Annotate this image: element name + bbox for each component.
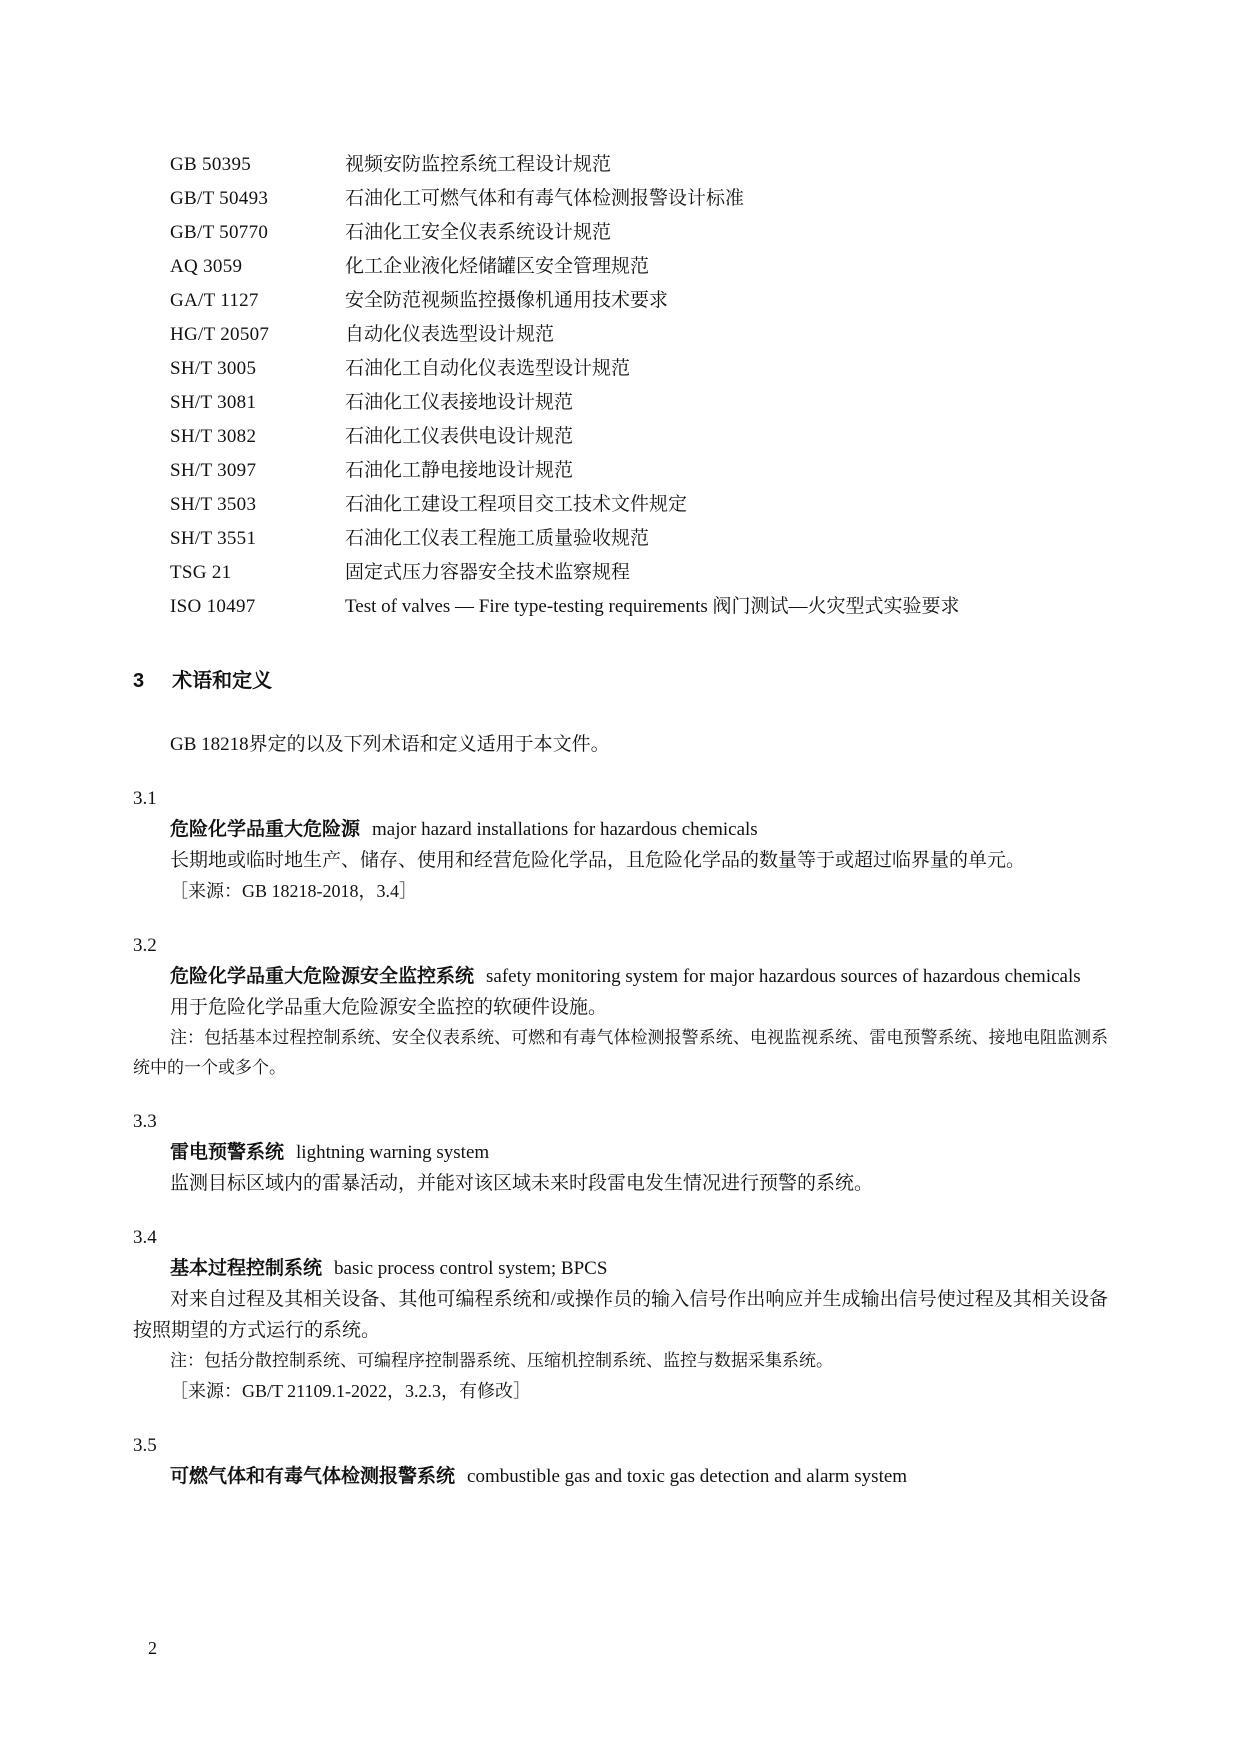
reference-title: 石油化工安全仪表系统设计规范 xyxy=(345,222,612,243)
reference-code: SH/T 3503 xyxy=(170,494,257,515)
normative-reference-list xyxy=(133,148,1108,624)
term-en: lightning warning system xyxy=(296,1142,490,1163)
term-en: combustible gas and toxic gas detection and alarm system xyxy=(467,1466,908,1487)
term-source: ［来源：GB 18218-2018，3.4］ xyxy=(170,881,417,901)
reference-title: 视频安防监控系统工程设计规范 xyxy=(345,154,612,175)
section-title: 术语和定义 xyxy=(172,670,273,692)
reference-code: SH/T 3551 xyxy=(170,528,257,549)
term-number: 3.5 xyxy=(133,1435,157,1456)
reference-row xyxy=(133,284,1108,318)
term-title xyxy=(133,1461,1108,1492)
term-number: 3.2 xyxy=(133,935,157,956)
page-number: 2 xyxy=(148,1638,157,1658)
reference-code: AQ 3059 xyxy=(170,256,243,277)
term-source: ［来源：GB/T 21109.1-2022，3.2.3，有修改］ xyxy=(170,1381,532,1401)
term-title xyxy=(133,961,1108,992)
reference-row xyxy=(133,148,1108,182)
term-zh: 危险化学品重大危险源安全监控系统 xyxy=(170,966,475,987)
reference-row xyxy=(133,488,1108,522)
reference-row xyxy=(133,250,1108,284)
reference-title: Test of valves — Fire type-testing requirements 阀门测试—火灾型式实验要求 xyxy=(345,596,960,617)
term-zh: 危险化学品重大危险源 xyxy=(170,819,361,840)
reference-code: SH/T 3082 xyxy=(170,426,257,447)
reference-title: 石油化工静电接地设计规范 xyxy=(345,460,574,481)
term-block-3-2 xyxy=(133,930,1108,1083)
term-definition: 监测目标区域内的雷暴活动，并能对该区域未来时段雷电发生情况进行预警的系统。 xyxy=(170,1173,874,1194)
section-heading xyxy=(133,666,1108,696)
reference-row xyxy=(133,318,1108,352)
reference-row xyxy=(133,590,1108,624)
term-number: 3.1 xyxy=(133,788,157,809)
reference-code: GB 50395 xyxy=(170,154,252,175)
reference-row xyxy=(133,182,1108,216)
reference-row xyxy=(133,522,1108,556)
term-definition: 对来自过程及其相关设备、其他可编程系统和/或操作员的输入信号作出响应并生成输出信号使过程及其相关设备按照期望的方式运行的系统。 xyxy=(133,1289,1108,1341)
reference-code: ISO 10497 xyxy=(170,596,256,617)
reference-title: 安全防范视频监控摄像机通用技术要求 xyxy=(345,290,669,311)
reference-code: SH/T 3097 xyxy=(170,460,257,481)
section-intro: GB 18218界定的以及下列术语和定义适用于本文件。 xyxy=(170,734,610,755)
reference-code: SH/T 3081 xyxy=(170,392,257,413)
section-number: 3 xyxy=(133,670,145,692)
reference-row xyxy=(133,386,1108,420)
term-number: 3.4 xyxy=(133,1227,157,1248)
term-block-3-1 xyxy=(133,783,1108,907)
term-note: 注：包括分散控制系统、可编程序控制器系统、压缩机控制系统、监控与数据采集系统。 xyxy=(170,1351,833,1370)
reference-code: SH/T 3005 xyxy=(170,358,257,379)
term-title xyxy=(133,1253,1108,1284)
reference-code: HG/T 20507 xyxy=(170,324,270,345)
term-block-3-3 xyxy=(133,1106,1108,1199)
reference-title: 自动化仪表选型设计规范 xyxy=(345,324,555,345)
reference-code: TSG 21 xyxy=(170,562,232,583)
reference-code: GB/T 50493 xyxy=(170,188,269,209)
term-definition: 用于危险化学品重大危险源安全监控的软硬件设施。 xyxy=(170,997,608,1018)
reference-title: 化工企业液化烃储罐区安全管理规范 xyxy=(345,256,650,277)
reference-title: 石油化工自动化仪表选型设计规范 xyxy=(345,358,631,379)
reference-title: 石油化工建设工程项目交工技术文件规定 xyxy=(345,494,688,515)
reference-row xyxy=(133,556,1108,590)
term-definition: 长期地或临时地生产、储存、使用和经营危险化学品，且危险化学品的数量等于或超过临界量的单元。 xyxy=(170,850,1026,871)
term-zh: 可燃气体和有毒气体检测报警系统 xyxy=(170,1466,456,1487)
term-note: 注：包括基本过程控制系统、安全仪表系统、可燃和有毒气体检测报警系统、电视监视系统、雷电预警系统、接地电阻监测系统中的一个或多个。 xyxy=(133,1028,1108,1077)
reference-title: 石油化工仪表供电设计规范 xyxy=(345,426,574,447)
term-block-3-4 xyxy=(133,1222,1108,1407)
reference-row xyxy=(133,420,1108,454)
reference-row xyxy=(133,216,1108,250)
reference-code: GA/T 1127 xyxy=(170,290,259,311)
reference-title: 固定式压力容器安全技术监察规程 xyxy=(345,562,631,583)
term-title xyxy=(133,814,1108,845)
reference-code: GB/T 50770 xyxy=(170,222,269,243)
term-zh: 基本过程控制系统 xyxy=(170,1258,323,1279)
term-zh: 雷电预警系统 xyxy=(170,1142,285,1163)
term-title xyxy=(133,1137,1108,1168)
term-block-3-5 xyxy=(133,1430,1108,1492)
reference-row xyxy=(133,454,1108,488)
reference-title: 石油化工可燃气体和有毒气体检测报警设计标准 xyxy=(345,188,745,209)
term-en: major hazard installations for hazardous chemicals xyxy=(372,819,758,840)
page-content xyxy=(133,148,1108,1492)
reference-title: 石油化工仪表接地设计规范 xyxy=(345,392,574,413)
term-en: safety monitoring system for major hazardous sources of hazardous chemicals xyxy=(486,966,1081,987)
term-number: 3.3 xyxy=(133,1111,157,1132)
reference-row xyxy=(133,352,1108,386)
reference-title: 石油化工仪表工程施工质量验收规范 xyxy=(345,528,650,549)
term-en: basic process control system; BPCS xyxy=(334,1258,608,1279)
